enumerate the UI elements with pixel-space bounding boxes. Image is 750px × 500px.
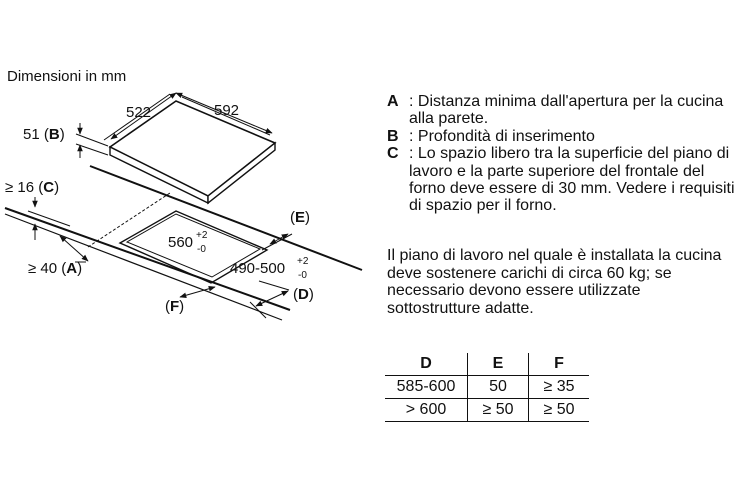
column-header-f: F xyxy=(529,353,590,376)
table-cell: 50 xyxy=(468,376,529,399)
legend-text: : Distanza minima dall'apertura per la cucina alla parete. xyxy=(409,93,724,128)
column-header-d: D xyxy=(385,353,468,376)
cutout-width-tol-minus: -0 xyxy=(197,244,206,255)
countertop-dimension-lines xyxy=(28,197,292,318)
legend-key: A xyxy=(387,93,399,110)
label-b-close: ) xyxy=(59,126,65,143)
legend-item-a xyxy=(387,93,737,128)
load-note: Il piano di lavoro nel quale è installata la cucina deve sostenere carichi di circa 60 kg; se necessario devono essere utilizzate sottostrutture adatte. xyxy=(387,247,722,317)
table-row xyxy=(385,399,589,422)
label-c-value: ≥ 16 ( xyxy=(5,179,44,196)
table-row xyxy=(385,376,589,399)
column-header-e: E xyxy=(468,353,529,376)
label-a-value: ≥ 40 ( xyxy=(28,260,67,277)
label-a-key: A xyxy=(66,260,78,277)
cutout-width-tol-plus: +2 xyxy=(196,230,208,241)
label-f-key: F xyxy=(170,298,180,315)
clearance-table xyxy=(385,353,589,422)
svg-text:(E) xyxy=(290,209,310,226)
label-d-close: ) xyxy=(308,286,314,303)
label-e-close: ) xyxy=(305,209,311,226)
table-cell: ≥ 35 xyxy=(529,376,590,399)
label-d-key: D xyxy=(298,286,309,303)
svg-text:≥ 40 (A) xyxy=(28,260,82,277)
dimension-522: 522 xyxy=(126,104,152,121)
svg-text:(F) xyxy=(165,298,184,315)
label-e-open: ( xyxy=(290,209,295,226)
label-c-key: C xyxy=(43,179,55,196)
label-b-key: B xyxy=(48,126,60,143)
table-cell: ≥ 50 xyxy=(529,399,590,422)
table-cell: > 600 xyxy=(385,399,468,422)
label-b-value: 51 ( xyxy=(23,126,49,143)
cutout-depth-tol-minus: -0 xyxy=(298,270,307,281)
table-cell: ≥ 50 xyxy=(468,399,529,422)
label-e-key: E xyxy=(295,209,306,226)
cutout-depth-tol-plus: +2 xyxy=(297,256,309,267)
units-label: Dimensioni in mm xyxy=(7,68,127,85)
label-c-close: ) xyxy=(54,179,60,196)
label-f-open: ( xyxy=(165,298,170,315)
legend xyxy=(387,93,737,215)
svg-text:≥ 16 (C) xyxy=(5,179,59,196)
label-d-open: ( xyxy=(293,286,298,303)
legend-key: B xyxy=(387,127,399,145)
cutout-depth: 490-500 xyxy=(230,260,286,277)
label-a-close: ) xyxy=(77,260,83,277)
legend-item-c xyxy=(387,145,737,215)
svg-text:(D) xyxy=(293,286,314,303)
installation-diagram xyxy=(0,0,380,340)
cutout-width: 560 xyxy=(168,234,194,251)
table-cell: 585-600 xyxy=(385,376,468,399)
legend-text: : Lo spazio libero tra la superficie del piano di lavoro e la parte superiore del frontale del forno deve essere di 30 mm. Vedere i requisiti di spazio per il forno. xyxy=(409,145,735,215)
legend-item-b xyxy=(387,128,737,145)
label-f-close: ) xyxy=(179,298,185,315)
svg-text:51 (B) xyxy=(23,126,65,143)
dimension-592: 592 xyxy=(214,102,240,119)
legend-text: : Profondità di inserimento xyxy=(409,127,595,145)
legend-key: C xyxy=(387,145,399,163)
table-header-row xyxy=(385,353,589,376)
